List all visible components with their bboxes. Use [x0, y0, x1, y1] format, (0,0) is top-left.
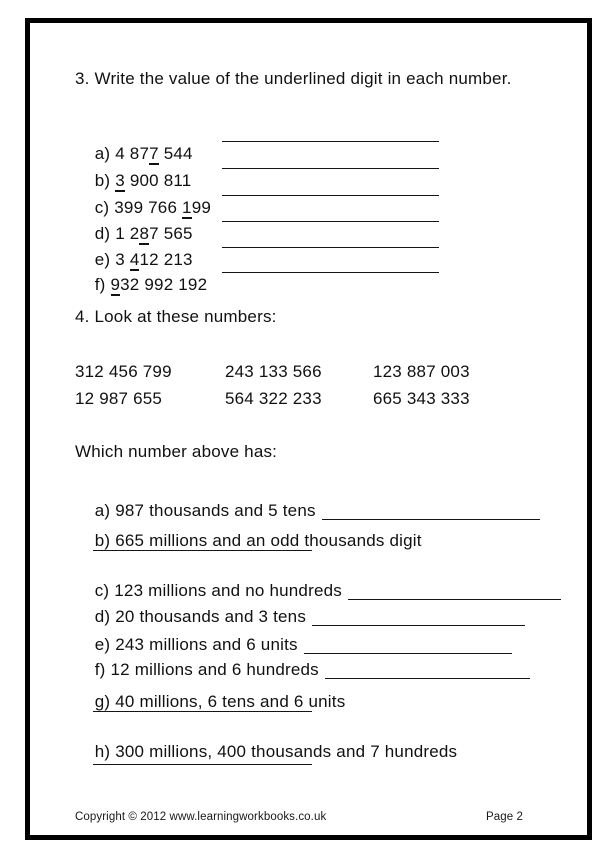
item-label: d)	[94, 607, 111, 626]
item-label: g)	[94, 692, 111, 711]
underlined-digit: 8	[139, 224, 150, 243]
item-label: e)	[94, 635, 111, 654]
number-cell: 12 987 655	[75, 389, 163, 408]
page-number: Page 2	[485, 811, 523, 823]
answer-blank	[93, 747, 312, 765]
number-before: 3	[115, 250, 130, 269]
item-label: h)	[94, 742, 111, 761]
number-cell: 243 133 566	[225, 362, 322, 381]
answer-blank	[93, 694, 312, 712]
item-label: f)	[94, 275, 106, 294]
number-after: 544	[158, 144, 193, 163]
number-cell: 123 887 003	[373, 362, 470, 381]
answer-blank	[222, 253, 439, 273]
item-text: 665 millions and an odd thousands digit	[115, 531, 422, 550]
underlined-digit: 7	[149, 144, 159, 163]
answer-blank	[222, 228, 439, 248]
item-text: 300 millions, 400 thousands and 7 hundreds	[115, 742, 458, 761]
underlined-digit: 1	[182, 198, 192, 217]
underlined-digit: 3	[115, 171, 125, 190]
item-text: 40 millions, 6 tens and 6 units	[115, 692, 346, 711]
copyright-text: Copyright © 2012 www.learningworkbooks.co.uk	[75, 811, 327, 823]
number-after: 900 811	[124, 171, 192, 190]
item-label: c)	[94, 198, 110, 217]
item-label: a)	[94, 144, 111, 163]
item-text: 123 millions and no hundreds	[114, 581, 342, 600]
number-cell: 665 343 333	[373, 389, 470, 408]
item-label: b)	[94, 531, 111, 550]
underlined-digit: 9	[110, 275, 121, 294]
item-label: c)	[94, 581, 110, 600]
item-text: 20 thousands and 3 tens	[115, 607, 307, 626]
item-text: 987 thousands and 5 tens	[115, 501, 316, 520]
q3-title: 3. Write the value of the underlined digit in each number.	[75, 69, 512, 88]
q4-prompt: Which number above has:	[75, 442, 278, 461]
number-cell: 564 322 233	[225, 389, 322, 408]
number-after: 32 992 192	[120, 275, 208, 294]
answer-blank	[93, 533, 312, 551]
item-label: b)	[94, 171, 111, 190]
item-text: 243 millions and 6 units	[115, 635, 298, 654]
answer-blank	[222, 202, 439, 222]
underlined-digit: 4	[129, 250, 140, 269]
q4-numbers-row-1	[75, 361, 535, 383]
page-footer	[75, 810, 523, 824]
item-label: a)	[94, 501, 111, 520]
item-label: d)	[94, 224, 111, 243]
answer-blank	[325, 664, 530, 679]
q4-title: 4. Look at these numbers:	[75, 307, 277, 326]
q4-numbers-row-2	[75, 388, 535, 410]
answer-blank	[222, 149, 439, 169]
number-after: 99	[191, 198, 212, 217]
number-before: 399 766	[114, 198, 183, 217]
number-before: 1 2	[115, 224, 140, 243]
item-text: 12 millions and 6 hundreds	[110, 660, 319, 679]
item-label: e)	[94, 250, 111, 269]
number-before: 4 87	[115, 144, 150, 163]
number-cell: 312 456 799	[75, 362, 172, 381]
number-after: 7 565	[149, 224, 193, 243]
number-after: 12 213	[139, 250, 193, 269]
answer-blank	[222, 176, 439, 196]
item-label: f)	[94, 660, 106, 679]
answer-blank	[222, 122, 439, 142]
